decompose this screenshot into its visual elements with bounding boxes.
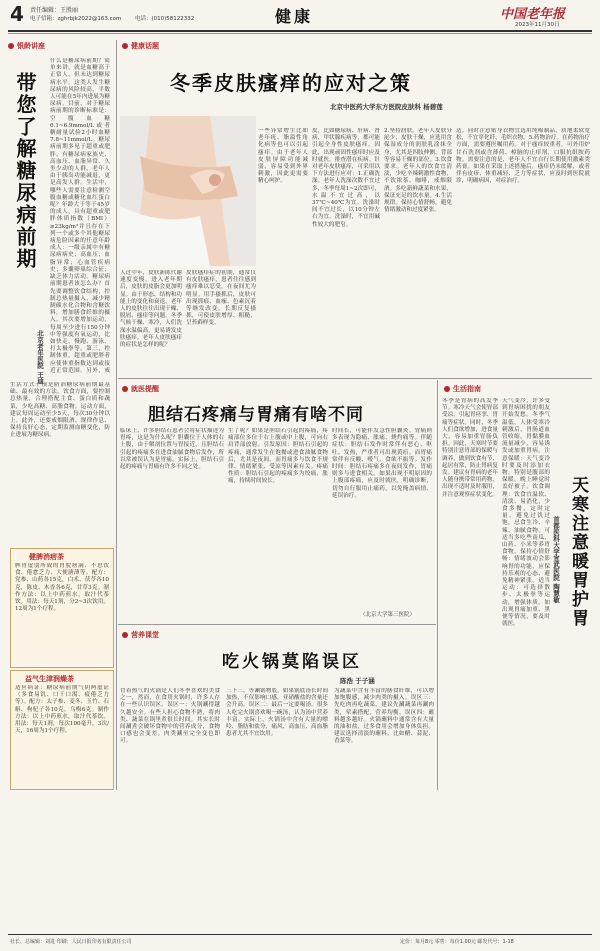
tea2-body: 适应病证：糖尿病前期气阴两虚证（多食易饥、口干口渴、疲倦乏力等）。配方：太子参、麦冬、玉竹、石斛、枸杞子各10克，乌梅6克。制作方法：以上中药煎水，取汁代茶饮。用法：每天1剂，每次100毫升，3次/天，16周为1个疗程。: [15, 685, 109, 735]
header-rule-thin: [8, 33, 592, 34]
hotpot-col2: 三下三，等涮锅物底。如果锅底汤长时间加热，不仅影响口感，亚硝酸盐的含量还会升高。误区二：最后一定要喝汤。很多人吃完火锅喜欢喝一碗汤，认为汤中营养丰富。实际上，火锅汤中含有大量的嘌呤、脂肪和盐分，痛风、高血压、高血脂患者尤其不宜饮用。: [226, 688, 328, 738]
skin-col3: 一些异常增生比如老年疣、脂溢性角化病等也可以引起瘙痒。由于老年人皮肤屏障功能减弱，容易受到外界刺激，因此更需要精心呵护。: [258, 128, 308, 185]
diabetes-body: 什么是糖尿病前期？简单来讲，就是血糖高于正常人，但未达到糖尿病水平。这类人发生糖尿病的风险较高，半数人可能在5年内进展为糖尿病。目前，对于糖尿病前期的诊断标准是：空腹血糖6.1~6.9mmol/L或者糖耐量试验2小时血糖7.8~11mmol/L。糖尿病前期多见于超重或肥胖、有糖尿病家族史、高血压、血脂异常、久坐少动的人群。老年人由于胰岛功能减退，更是高发人群。生活中，哪些人需要注意检测空腹血糖或糖化血红蛋白呢？年龄大于等于45岁的成人，具有超重或肥胖体质指数（BMI）≥23kg/m²并且存在下列一个或多个其他糖尿病危险因素的任意年龄成人：一级亲属中有糖尿病病史；高血压；血脂异常；心血管疾病史；多囊卵巢综合征；缺乏体力活动。糖尿病前期患者该怎么办？首先要调整饮食结构，控制总热量摄入，减少精制碳水化合物和含糖饮料，增加膳食纤维的摄入。其次要增加运动，每周至少进行150分钟中等强度有氧运动，比如快走、慢跑、游泳、打太极拳等。第三，控制体重，超重或肥胖者应使体重指数达到或接近正常范围。另外，戒: [50, 58, 110, 374]
editor: 责任编辑：王胜丽: [30, 7, 79, 14]
page-number: 4: [10, 2, 24, 26]
section-label-right-bottom: 生活指南: [444, 384, 481, 394]
header: [0, 0, 600, 38]
hotpot-col1: 冒着热气的火锅是人们冬季喜欢的美食之一，然而，在食用火锅时，许多人存在一些认识误区。误区一：火锅涮得越久越安全。有些人担心食物不熟，将肉类、蔬菜在锅里煮很长时间。其实长时间涮煮会破坏食物中的营养成分，食物口感也会变差。肉类涮至完全变色即可。: [120, 688, 220, 745]
recipe-title: 健脾消痞茶: [29, 553, 64, 561]
date: 2023年11月30日: [515, 22, 560, 28]
skin-col1: 人过中年，皮肤新陈代谢速度变慢，进入老年期后，皮肤的皮脂会更加明显。由于形态、结构和功能上的变化和衰退，老年人的皮肤往往出现干燥、脱屑、瘙痒等问题。冬季气候干燥、寒冷，人们洗澡水温偏高，更易诱发皮肤瘙痒。老年人皮肤瘙痒的症状是怎样的呢？: [120, 270, 182, 349]
skin-col2: 皮肤瘙痒症的初期，通常仅有皮肤瘙痒，患者往往感到瘙痒难以忍受，在夜间尤为明显。用手搔抓后，皮肤可出现抓痕、血痂、色素沉着等继发改变。长期反复搔抓，可使皮肤增厚、粗糙，呈苔藓样变。: [186, 270, 256, 327]
diabetes-author: 北京老年医院 王迪: [36, 330, 44, 385]
gallstone-col2: 生了呢？如果是胆结石引起的疼痛，疼痛部位多位于右上腹或中上腹，可向右肩背部放射。引发原因：胆结石引起的疼痛，通常发生在饱餐或进食油腻食物后，尤其是夜间。而胃痛多与饮食不规律、情绪紧张、受凉等因素有关。疼痛性质：胆结石引起的疼痛多为绞痛、胀痛，持续时间较长。: [228, 428, 328, 485]
gallstone-col3: 时间长，可能伴发急性胆囊炎。胃痛则多表现为隐痛、胀痛、烧灼痛等。伴随症状：胆结石发作时常伴有恶心、呕吐、发热，严重者可出现黄疸。而胃痛常伴有反酸、嗳气、食欲不振等。发作时间：胆结石疼痛多在夜间发作，胃痛则多与进食相关。如果出现不明原因的上腹部疼痛，应及时就医，明确诊断，切勿自行服用止痛药，以免掩盖病情、延误治疗。: [332, 428, 432, 499]
gallstone-source: （北京大学第三医院）: [360, 612, 416, 618]
skin-author: 北京中医药大学东方医院皮肤科 杨碧莲: [330, 103, 443, 111]
hotpot-title: 吃火锅莫陷误区: [222, 652, 362, 672]
skin-col6: 适。同时注意贴身衣物宜选用纯棉制品，质地柔软宽松，不宜穿化纤、毛织衣物。5.药物治疗。在药物治疗方面，需要遵医嘱用药。对于瘙痒较重者，可外用炉甘石洗剂或含薄荷、樟脑的止痒剂，口服抗组胺药物。需要注意的是，老年人不宜自行长期使用激素类药膏。如果在采取上述措施后，瘙痒仍未缓解，或者伴有皮疹、体重减轻、乏力等症状，应及时到医院就诊，明确病因，对症治疗。: [456, 128, 590, 185]
vertical-divider-right: [437, 380, 438, 790]
gallstone-col1: 临床上，许多胆结石患者会将症状描述为胃疼，这是为什么呢？胆囊位于人体的右上腹，由于解剖位置与胃接近，且胆结石引起的疼痛多在进食油腻食物后发作，所以常被误认为是胃痛。实际上，胆结石引起的疼痛与胃痛有许多不同之处。: [120, 428, 224, 471]
winter-author: 首都医科大学宣武医院 陶慧敏: [552, 516, 560, 603]
tea2-title: 益气生津润燥茶: [25, 675, 74, 683]
winter-body-b: [442, 398, 498, 788]
diabetes-body-cont: [10, 382, 110, 542]
section-label-center-top: 健康话题: [122, 41, 159, 51]
section-label: 健康: [275, 7, 314, 26]
skin-col4: 皮，比如糖尿病、肝病、肾病、甲状腺疾病等，都可能引起全身性皮肤瘙痒。因此，出现顽固性瘙痒时应及时就医，排查潜在疾病。针对老年皮肤瘙痒，可采用以下方法进行应对：1.正确洗澡。老年人洗澡次数不宜过多，冬季每周1~2次即可，水温不宜过高，以37℃~40℃为宜。洗澡时间不宜过长，以10分钟左右为宜。洗澡时，不宜用碱性较大的肥皂。: [312, 128, 380, 228]
email: 电子信箱：zghrbjk2022@163.com: [30, 16, 122, 22]
masthead: 中国老年报: [500, 7, 566, 22]
hotpot-col3: 为蔬菜中含有丰富的膳食纤维，可以增加饱腹感，减少肉类的摄入。误区三：先吃肉再吃蔬菜。建议先涮蔬菜再涮肉类，荤素搭配，营养均衡。误区四：蘸料越多越好。火锅蘸料中通常含有大量的油和盐，过多食用会增加身体负担。建议选择清淡的蘸料，比如醋、蒜泥、香菜等。: [334, 688, 434, 745]
footer-left: 社长、总编辑：刘进 印刷：人民日报印务有限责任公司: [10, 939, 132, 945]
section-label-center-bottom: 营养课堂: [122, 630, 159, 640]
winter-title: 天寒注意暖胃护胃: [568, 476, 588, 628]
tea2-box: [10, 670, 114, 790]
winter-body-a: 天气变冷，许多受到胃病困扰的朋友开始发愁。冬季气温低，人体受寒冷刺激后，胃肠道血管收缩，胃黏膜血流量减少，容易诱发或加重胃病。注意保暖：天气变冷时要及时添加衣物，特别是腹部的保暖，晚上睡觉时盖好被子。饮食调理：饮食宜温软、清淡、易消化，少食多餐，定时定量，避免过饥过饱，忌食生冷、辛辣、油腻食物。可适当多吃些南瓜、山药、小米等养胃食物。保持心情舒畅：情绪波动会影响胃的功能，应保持乐观的心态，避免精神紧张。适当运动：可选择散步、太极拳等运动，增强体质。如出现胃痛加重、黑便等情况，要及时就医。: [502, 398, 550, 628]
diabetes-body-cont-text: 生活方式干预是防治糖尿病前期最基础、最有效的方法。饮食方面，要控制总热量，合理搭配主食、蛋白质和蔬菜，少吃高糖、高脂食物。运动方面，建议每周运动至少5天，每次30分钟以上。此外，还要戒烟限酒、规律作息、保持良好心态，定期监测血糖变化，防止进展为糖尿病。: [10, 382, 110, 439]
gallstone-title: 胆结石疼痛与胃痛有啥不同: [148, 405, 364, 425]
scratching-arm-illustration: [120, 116, 256, 266]
section-label-left-top: 银龄讲座: [8, 41, 45, 51]
diabetes-title: 带您了解糖尿病前期: [13, 72, 37, 270]
section-label-left-bottom: 就医提醒: [122, 384, 159, 394]
header-rule: [8, 30, 592, 32]
horizontal-divider-mid: [118, 378, 592, 379]
vertical-divider-left: [116, 40, 117, 790]
skin-title: 冬季皮肤瘙痒的应对之策: [170, 71, 412, 95]
skin-col5: 2.坚持润肤。老年人皮肤分泌少，皮肤干燥，应选用含保湿成分的润肤乳涂抹全身，尤其是四肢伸侧、背部等容易干燥的部位。3.饮食要求。老年人的饮食宜清淡，少吃辛辣刺激性食物，不饮浓茶、咖啡，戒烟限酒。多吃新鲜蔬菜和水果，保证充足的饮水量。4.生活规律。保持心情舒畅，避免情绪激动和过度紧张。: [384, 128, 452, 214]
recipe-box: [10, 548, 114, 668]
skin-photo: [120, 116, 256, 266]
footer-rule: [8, 934, 592, 935]
hotpot-author: 陈浩 于子涵: [340, 677, 375, 685]
recipe-body: 脾胃虚弱所致的胃脘痞满、不思饮食、倦怠乏力、大便溏薄等。配方：党参、山药各15克，白术、茯苓各10克，陈皮、木香各6克，甘草3克。制作方法：以上中药煎水，取汁代茶饮。用法：每天1剂，分2~3次饮用。12周为1个疗程。: [15, 563, 109, 613]
phone: 电话：(010)58122332: [135, 16, 195, 22]
horizontal-divider-low: [118, 624, 436, 625]
footer-right: 定价：每月8元 零售：每份1.00元 邮发代号：1-18: [400, 939, 514, 945]
winter-body-b-text: 冬季是胃病的高发季节。寒冷天气会使胃部受凉，引起胃痉挛、胃痛等症状。同时，冬季人们食欲增加，进食量大，容易加重胃肠负担。因此，天寒时节要特别注意胃部的保暖与调养，做到饮食有节、起居有常，防止胃病复发。建议有胃病的老年人随身携带常用药物，出现不适时及时服用，并注意观察症状变化。: [442, 398, 498, 498]
